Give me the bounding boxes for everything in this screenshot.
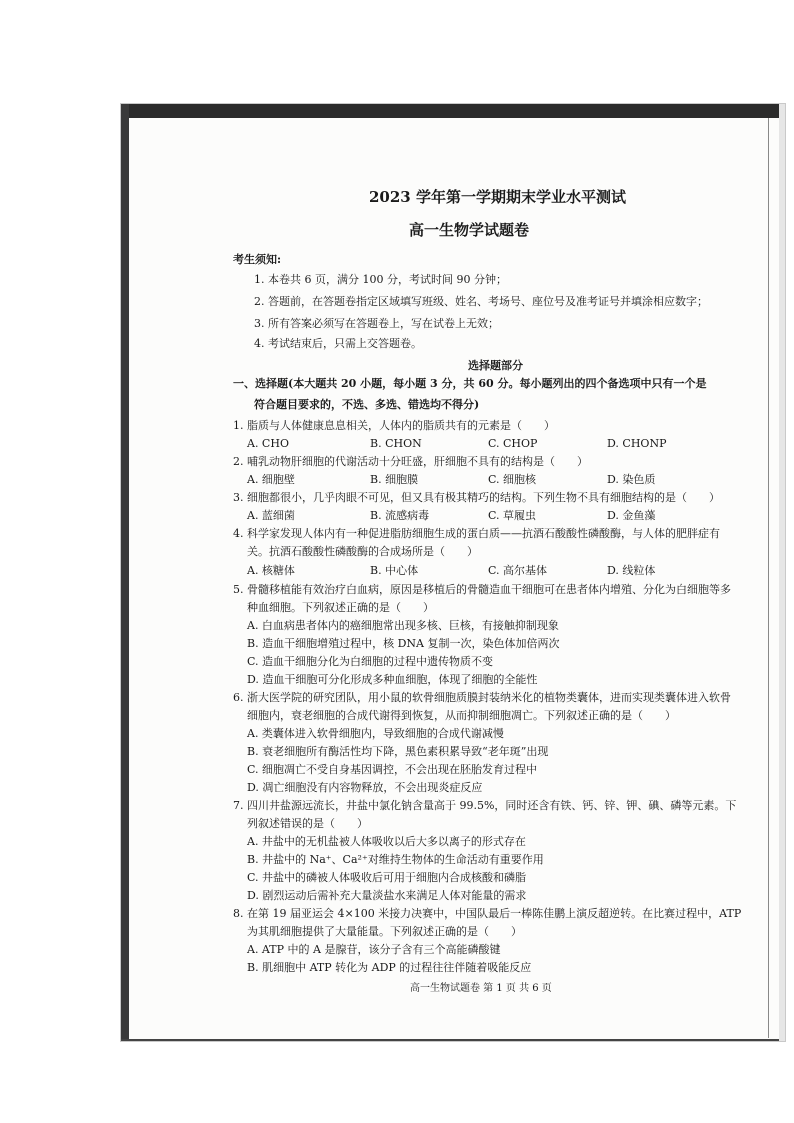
option: B. 造血干细胞增殖过程中，核 DNA 复制一次，染色体加倍两次	[247, 637, 560, 650]
scan-right-edge-line	[768, 118, 769, 1038]
option: D. CHONP	[607, 437, 667, 450]
option: A. 类囊体进入软骨细胞内，导致细胞的合成代谢减慢	[247, 727, 504, 740]
question-stem-cont: 种血细胞。下列叙述正确的是（ ）	[247, 601, 434, 614]
option: A. 细胞壁	[247, 473, 295, 486]
question-stem: 8. 在第 19 届亚运会 4×100 米接力决赛中，中国队最后一棒陈佳鹏上演反超逆转。在比赛过程中，ATP	[233, 907, 742, 920]
notice-item: 1. 本卷共 6 页，满分 100 分，考试时间 90 分钟；	[254, 273, 507, 286]
notice-item: 2. 答题前，在答题卷指定区域填写班级、姓名、考场号、座位号及准考证号并填涂相应数字；	[254, 295, 708, 308]
option: C. 草履虫	[488, 509, 537, 522]
question-stem: 4. 科学家发现人体内有一种促进脂肪细胞生成的蛋白质——抗酒石酸酸性磷酸酶，与人体的肥胖症有	[233, 527, 720, 540]
scan-left-border	[121, 104, 129, 1041]
scan-top-border	[121, 104, 785, 118]
scan-right-margin	[779, 104, 785, 1041]
paper-title: 高一生物学试题卷	[409, 221, 530, 239]
section-title: 选择题部分	[468, 359, 523, 372]
question-stem: 6. 浙大医学院的研究团队，用小鼠的软骨细胞质膜封装纳米化的植物类囊体，进而实现类囊体进入软骨	[233, 691, 731, 704]
option: A. CHO	[247, 437, 289, 450]
option: A. 核糖体	[247, 564, 295, 577]
option: A. 白血病患者体内的癌细胞常出现多核、巨核，有接触抑制现象	[247, 619, 559, 632]
scan-bottom-border	[121, 1039, 785, 1041]
question-stem-cont: 列叙述错误的是（ ）	[247, 817, 368, 830]
option: A. 井盐中的无机盐被人体吸收以后大多以离子的形式存在	[247, 835, 526, 848]
question-stem: 5. 骨髓移植能有效治疗白血病，原因是移植后的骨髓造血干细胞可在患者体内增殖、分化为白细胞等多	[233, 583, 731, 596]
notice-item: 4. 考试结束后，只需上交答题卷。	[254, 337, 422, 350]
question-stem-cont: 为其肌细胞提供了大量能量。下列叙述正确的是（ ）	[247, 925, 522, 938]
question-stem-cont: 关。抗酒石酸酸性磷酸酶的合成场所是（ ）	[247, 545, 478, 558]
exam-title: 2023 学年第一学期期末学业水平测试	[369, 188, 626, 206]
option: D. 造血干细胞可分化形成多种血细胞，体现了细胞的全能性	[247, 673, 538, 686]
option: A. 蓝细菌	[247, 509, 295, 522]
option: D. 金鱼藻	[607, 509, 656, 522]
question-stem: 1. 脂质与人体健康息息相关，人体内的脂质共有的元素是（ ）	[233, 419, 555, 432]
option: B. 细胞膜	[370, 473, 419, 486]
option: C. 细胞凋亡不受自身基因调控，不会出现在胚胎发育过程中	[247, 763, 538, 776]
question-stem: 3. 细胞都很小，几乎肉眼不可见，但又具有极其精巧的结构。下列生物不具有细胞结构的是（ ）	[233, 491, 720, 504]
part1-instructions: 一、选择题(本大题共 20 小题，每小题 3 分，共 60 分。每小题列出的四个备选项中只有一个是	[233, 377, 707, 390]
notice-heading: 考生须知:	[233, 253, 282, 266]
question-stem: 2. 哺乳动物肝细胞的代谢活动十分旺盛，肝细胞不具有的结构是（ ）	[233, 455, 588, 468]
option: B. 衰老细胞所有酶活性均下降，黑色素积累导致“老年斑”出现	[247, 745, 549, 758]
option: C. 造血干细胞分化为白细胞的过程中遗传物质不变	[247, 655, 494, 668]
option: C. 井盐中的磷被人体吸收后可用于细胞内合成核酸和磷脂	[247, 871, 527, 884]
option: C. CHOP	[488, 437, 538, 450]
option: A. ATP 中的 A 是腺苷，该分子含有三个高能磷酸键	[247, 943, 501, 956]
option: D. 染色质	[607, 473, 656, 486]
option: C. 细胞核	[488, 473, 537, 486]
option: D. 凋亡细胞没有内容物释放，不会出现炎症反应	[247, 781, 483, 794]
option: B. 肌细胞中 ATP 转化为 ADP 的过程往往伴随着吸能反应	[247, 961, 532, 974]
question-stem: 7. 四川井盐源远流长，井盐中氯化钠含量高于 99.5%，同时还含有铁、钙、锌、钾、碘、磷等元素。下	[233, 799, 737, 812]
page-footer: 高一生物试题卷 第 1 页 共 6 页	[410, 983, 552, 994]
option: C. 高尔基体	[488, 564, 548, 577]
notice-item: 3. 所有答案必须写在答题卷上，写在试卷上无效；	[254, 317, 499, 330]
option: B. CHON	[370, 437, 422, 450]
option: D. 剧烈运动后需补充大量淡盐水来满足人体对能量的需求	[247, 889, 527, 902]
part1-instructions-cont: 符合题目要求的，不选、多选、错选均不得分)	[254, 398, 480, 411]
option: B. 井盐中的 Na⁺、Ca²⁺对维持生物体的生命活动有重要作用	[247, 853, 544, 866]
question-stem-cont: 细胞内，衰老细胞的合成代谢得到恢复，从而抑制细胞凋亡。下列叙述正确的是（ ）	[247, 709, 676, 722]
option: B. 中心体	[370, 564, 419, 577]
option: B. 流感病毒	[370, 509, 430, 522]
option: D. 线粒体	[607, 564, 656, 577]
